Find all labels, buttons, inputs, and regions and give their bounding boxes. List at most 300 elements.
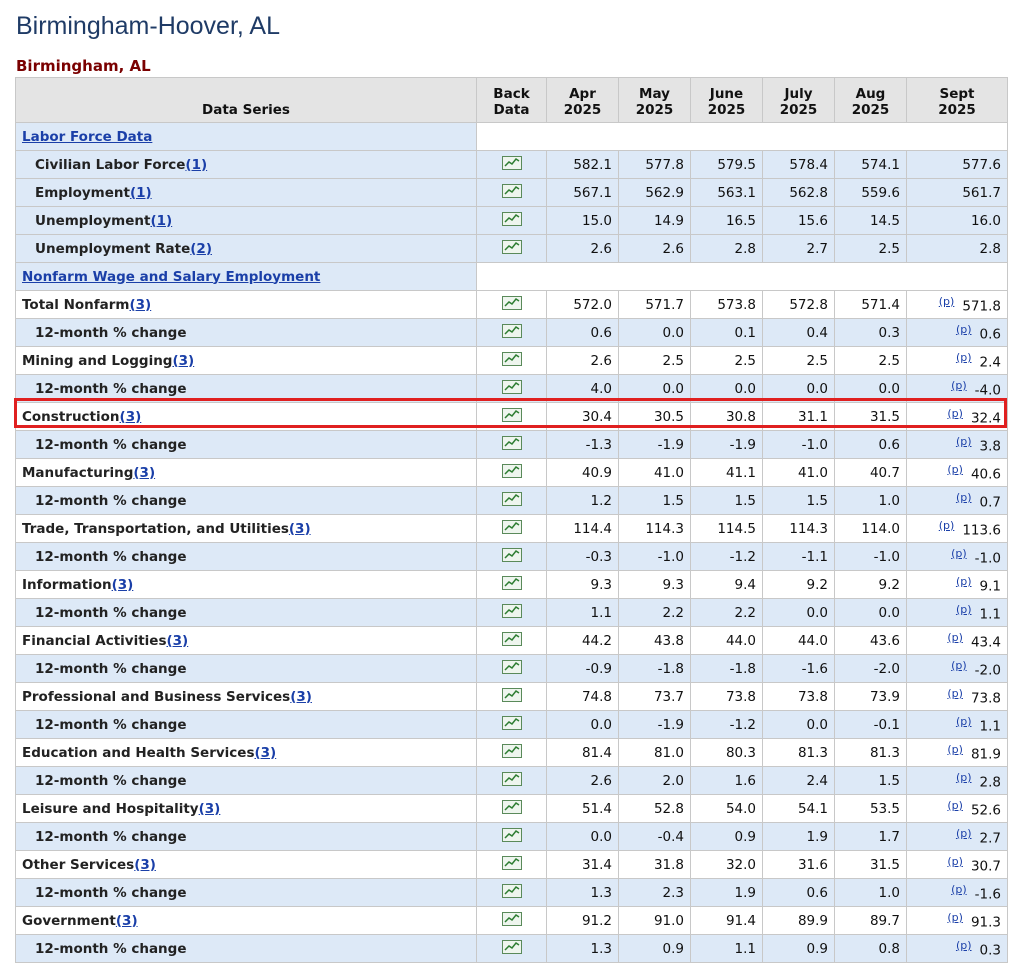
preliminary-marker[interactable]: (p)	[955, 434, 972, 448]
value-cell	[619, 795, 691, 823]
footnote-link[interactable]: (3)	[198, 800, 221, 817]
line-chart-icon[interactable]	[502, 326, 522, 342]
value-text: 2.5	[734, 352, 756, 369]
value-cell	[907, 319, 1008, 347]
value-cell	[619, 767, 691, 795]
preliminary-marker[interactable]: (p)	[947, 910, 963, 924]
value-cell	[691, 739, 763, 767]
value-text: -1.0	[974, 550, 1001, 567]
header-month: Sept 2025	[907, 78, 1008, 123]
line-chart-icon[interactable]	[502, 550, 522, 566]
value-cell	[547, 515, 619, 543]
value-text: 2.5	[806, 352, 828, 369]
line-chart-icon[interactable]	[502, 830, 522, 846]
series-label: Unemployment	[35, 212, 151, 229]
value-cell	[691, 207, 763, 235]
value-text: 43.8	[653, 632, 684, 649]
footnote-link[interactable]: (3)	[111, 576, 134, 593]
line-chart-icon[interactable]	[502, 634, 522, 650]
value-cell	[835, 151, 907, 179]
value-text: 89.9	[797, 912, 828, 929]
preliminary-marker[interactable]: (p)	[938, 518, 955, 532]
table-row	[16, 431, 1008, 459]
value-cell	[619, 655, 691, 683]
series-cell	[16, 767, 477, 795]
value-cell	[547, 543, 619, 571]
value-cell	[907, 207, 1008, 235]
value-cell	[907, 739, 1008, 767]
table-row	[16, 459, 1008, 487]
value-text: -1.9	[729, 436, 756, 453]
value-cell	[691, 319, 763, 347]
value-cell	[547, 235, 619, 263]
value-text: 571.4	[861, 296, 900, 313]
table-row	[16, 543, 1008, 571]
value-cell	[547, 879, 619, 907]
value-cell	[619, 571, 691, 599]
value-cell	[763, 347, 835, 375]
preliminary-marker[interactable]: (p)	[951, 378, 967, 392]
value-cell	[691, 543, 763, 571]
preliminary-marker[interactable]: (p)	[947, 630, 963, 644]
value-cell	[619, 935, 691, 963]
value-text: 0.0	[590, 828, 612, 845]
line-chart-icon[interactable]	[502, 438, 522, 454]
series-cell	[16, 319, 477, 347]
value-text: 2.5	[662, 352, 684, 369]
value-text: 1.3	[590, 884, 612, 901]
table-row	[16, 487, 1008, 515]
value-cell	[907, 655, 1008, 683]
series-label: Total Nonfarm	[22, 296, 130, 313]
value-text: -2.0	[974, 662, 1001, 679]
preliminary-marker[interactable]: (p)	[955, 490, 972, 504]
value-cell	[763, 319, 835, 347]
value-cell	[547, 375, 619, 403]
back-data-cell	[477, 375, 547, 403]
value-cell	[691, 823, 763, 851]
value-text: -1.9	[657, 716, 684, 733]
value-cell	[763, 179, 835, 207]
value-text: 30.7	[970, 858, 1001, 875]
footnote-link[interactable]: (1)	[150, 212, 173, 229]
section-row	[16, 123, 1008, 151]
preliminary-marker[interactable]: (p)	[947, 798, 963, 812]
value-cell	[907, 543, 1008, 571]
value-cell	[619, 627, 691, 655]
value-text: 9.3	[662, 576, 684, 593]
header-month: Aug 2025	[835, 78, 907, 123]
footnote-link[interactable]: (2)	[190, 240, 212, 257]
line-chart-icon[interactable]	[502, 466, 522, 482]
line-chart-icon[interactable]	[502, 942, 522, 958]
value-text: 0.0	[590, 716, 612, 733]
line-chart-icon[interactable]	[502, 886, 522, 902]
value-cell	[619, 375, 691, 403]
line-chart-icon[interactable]	[502, 718, 522, 734]
value-cell	[763, 627, 835, 655]
line-chart-icon[interactable]	[502, 578, 522, 594]
value-text: 2.4	[979, 354, 1001, 371]
series-label: Trade, Transportation, and Utilities	[22, 520, 289, 537]
value-cell	[547, 795, 619, 823]
value-text: 16.0	[970, 212, 1001, 229]
line-chart-icon[interactable]	[502, 746, 522, 762]
value-cell	[763, 879, 835, 907]
value-cell	[547, 179, 619, 207]
footnote-link[interactable]: (3)	[254, 744, 277, 761]
value-cell	[619, 851, 691, 879]
value-text: -1.6	[801, 660, 828, 677]
line-chart-icon[interactable]	[502, 606, 522, 622]
value-cell	[691, 879, 763, 907]
value-cell	[619, 543, 691, 571]
value-cell	[835, 347, 907, 375]
table-row	[16, 739, 1008, 767]
value-cell	[907, 375, 1008, 403]
series-label: Mining and Logging	[22, 352, 173, 369]
value-cell	[835, 739, 907, 767]
back-data-cell	[477, 767, 547, 795]
series-label: Education and Health Services	[22, 744, 255, 761]
preliminary-marker[interactable]: (p)	[951, 546, 967, 560]
value-cell	[835, 543, 907, 571]
footnote-link[interactable]: (3)	[290, 688, 312, 705]
value-cell	[547, 711, 619, 739]
preliminary-marker[interactable]: (p)	[955, 602, 972, 616]
table-row	[16, 347, 1008, 375]
series-label: Leisure and Hospitality	[22, 800, 199, 817]
footnote-link[interactable]: (3)	[166, 632, 189, 649]
value-cell	[907, 459, 1008, 487]
preliminary-marker[interactable]: (p)	[947, 854, 963, 868]
value-text: 0.0	[806, 604, 828, 621]
value-text: 559.6	[861, 184, 900, 201]
table-row	[16, 207, 1008, 235]
value-cell	[547, 655, 619, 683]
line-chart-icon[interactable]	[502, 494, 522, 510]
value-text: 30.4	[581, 408, 612, 425]
value-text: 53.5	[869, 800, 900, 817]
series-label: 12-month % change	[35, 660, 187, 677]
value-text: 44.2	[581, 632, 612, 649]
value-cell	[691, 235, 763, 263]
value-text: 579.5	[717, 156, 756, 173]
preliminary-marker[interactable]: (p)	[951, 658, 967, 672]
value-cell	[835, 179, 907, 207]
footnote-link[interactable]: (3)	[133, 464, 156, 481]
value-cell	[691, 487, 763, 515]
table-row	[16, 235, 1008, 263]
value-text: 2.5	[878, 240, 900, 257]
preliminary-marker[interactable]: (p)	[955, 938, 972, 952]
footnote-link[interactable]: (1)	[185, 156, 208, 173]
value-cell	[907, 935, 1008, 963]
value-cell	[619, 319, 691, 347]
series-label: Other Services	[22, 856, 135, 873]
value-text: 9.2	[878, 576, 900, 593]
value-cell	[547, 151, 619, 179]
value-text: 40.6	[970, 466, 1001, 483]
series-label: 12-month % change	[35, 772, 187, 789]
back-data-cell	[477, 683, 547, 711]
table-row	[16, 879, 1008, 907]
value-cell	[547, 851, 619, 879]
value-text: 1.5	[662, 492, 684, 509]
value-cell	[547, 459, 619, 487]
preliminary-marker[interactable]: (p)	[955, 574, 972, 588]
value-text: 578.4	[789, 156, 828, 173]
value-text: 40.9	[581, 464, 612, 481]
value-text: 73.7	[653, 688, 684, 705]
line-chart-icon[interactable]	[502, 354, 522, 370]
value-text: -0.4	[657, 828, 684, 845]
series-cell	[16, 711, 477, 739]
value-cell	[547, 599, 619, 627]
footnote-link[interactable]: (3)	[172, 352, 195, 369]
value-text: 30.8	[725, 408, 756, 425]
table-row	[16, 179, 1008, 207]
value-text: 31.5	[869, 856, 900, 873]
back-data-cell	[477, 851, 547, 879]
line-chart-icon[interactable]	[502, 382, 522, 398]
back-data-cell	[477, 711, 547, 739]
footnote-link[interactable]: (3)	[119, 408, 142, 425]
back-data-cell	[477, 319, 547, 347]
table-row	[16, 375, 1008, 403]
preliminary-marker[interactable]: (p)	[955, 714, 972, 728]
value-text: 91.3	[970, 914, 1001, 931]
value-cell	[619, 459, 691, 487]
line-chart-icon[interactable]	[502, 774, 522, 790]
value-cell	[691, 711, 763, 739]
value-cell	[835, 431, 907, 459]
area-title: Birmingham, AL	[16, 57, 151, 75]
value-cell	[547, 767, 619, 795]
value-text: 2.2	[662, 604, 684, 621]
value-cell	[619, 823, 691, 851]
value-cell	[691, 179, 763, 207]
value-text: 1.1	[734, 940, 756, 957]
value-cell	[907, 711, 1008, 739]
footnote-link[interactable]: (3)	[288, 520, 311, 537]
value-cell	[835, 907, 907, 935]
footnote-link[interactable]: (3)	[115, 912, 138, 929]
preliminary-marker[interactable]: (p)	[951, 882, 967, 896]
value-text: 73.8	[725, 688, 756, 705]
section-blank	[477, 123, 1008, 151]
table-row	[16, 627, 1008, 655]
series-cell	[16, 907, 477, 935]
section-row	[16, 263, 1008, 291]
table-row	[16, 823, 1008, 851]
value-cell	[547, 935, 619, 963]
preliminary-marker[interactable]: (p)	[947, 686, 963, 700]
value-text: 91.0	[653, 912, 684, 929]
value-cell	[907, 487, 1008, 515]
back-data-cell	[477, 543, 547, 571]
value-text: 0.6	[590, 324, 612, 341]
header-row	[16, 78, 1008, 123]
line-chart-icon[interactable]	[502, 858, 522, 874]
preliminary-marker[interactable]: (p)	[938, 294, 955, 308]
series-cell	[16, 627, 477, 655]
value-text: 577.6	[962, 156, 1001, 173]
line-chart-icon[interactable]	[502, 298, 522, 314]
value-cell	[907, 767, 1008, 795]
value-text: -1.1	[801, 548, 828, 565]
value-cell	[835, 487, 907, 515]
value-text: -0.9	[585, 660, 612, 677]
value-cell	[907, 571, 1008, 599]
series-cell	[16, 851, 477, 879]
back-data-cell	[477, 935, 547, 963]
header-month: Apr 2025	[547, 78, 619, 123]
preliminary-marker[interactable]: (p)	[947, 462, 963, 476]
section-link[interactable]: Nonfarm Wage and Salary Employment	[22, 268, 321, 285]
value-text: 0.7	[979, 494, 1001, 511]
back-data-cell	[477, 487, 547, 515]
value-cell	[835, 767, 907, 795]
series-cell	[16, 235, 477, 263]
value-cell	[547, 907, 619, 935]
preliminary-marker[interactable]: (p)	[955, 826, 972, 840]
series-cell	[16, 823, 477, 851]
value-text: 567.1	[573, 184, 612, 201]
back-data-cell	[477, 627, 547, 655]
preliminary-marker[interactable]: (p)	[955, 350, 972, 364]
value-cell	[835, 823, 907, 851]
page-title: Birmingham-Hoover, AL	[16, 12, 281, 40]
footnote-link[interactable]: (3)	[129, 296, 152, 313]
value-cell	[835, 935, 907, 963]
line-chart-icon[interactable]	[502, 158, 522, 174]
table-row	[16, 319, 1008, 347]
section-link[interactable]: Labor Force Data	[22, 128, 153, 145]
value-cell	[547, 627, 619, 655]
value-cell	[763, 655, 835, 683]
value-text: 1.7	[878, 828, 900, 845]
series-label: 12-month % change	[35, 380, 187, 397]
value-text: 54.1	[797, 800, 828, 817]
series-label: 12-month % change	[35, 324, 187, 341]
value-text: 14.9	[653, 212, 684, 229]
value-text: 73.9	[869, 688, 900, 705]
value-text: 31.4	[581, 856, 612, 873]
value-cell	[907, 599, 1008, 627]
value-cell	[835, 207, 907, 235]
value-text: 572.8	[789, 296, 828, 313]
section-cell	[16, 123, 477, 151]
value-text: 1.5	[806, 492, 828, 509]
value-cell	[835, 599, 907, 627]
value-cell	[763, 767, 835, 795]
series-label: Information	[22, 576, 112, 593]
line-chart-icon[interactable]	[502, 522, 522, 538]
back-data-cell	[477, 823, 547, 851]
value-text: 91.4	[725, 912, 756, 929]
back-data-cell	[477, 291, 547, 319]
value-text: 2.0	[662, 772, 684, 789]
series-cell	[16, 543, 477, 571]
value-cell	[691, 599, 763, 627]
line-chart-icon[interactable]	[502, 802, 522, 818]
footnote-link[interactable]: (3)	[134, 856, 156, 873]
line-chart-icon[interactable]	[502, 242, 522, 258]
table-row	[16, 711, 1008, 739]
series-cell	[16, 347, 477, 375]
table-row	[16, 767, 1008, 795]
preliminary-marker[interactable]: (p)	[947, 742, 963, 756]
value-text: 574.1	[861, 156, 900, 173]
table-row	[16, 795, 1008, 823]
line-chart-icon[interactable]	[502, 690, 522, 706]
value-text: 9.4	[734, 576, 756, 593]
value-cell	[619, 151, 691, 179]
value-text: 2.6	[590, 772, 612, 789]
series-label: 12-month % change	[35, 940, 187, 957]
series-cell	[16, 515, 477, 543]
line-chart-icon[interactable]	[502, 662, 522, 678]
footnote-link[interactable]: (1)	[129, 184, 152, 201]
line-chart-icon[interactable]	[502, 186, 522, 202]
back-data-cell	[477, 655, 547, 683]
series-cell	[16, 403, 477, 431]
value-text: 572.0	[573, 296, 612, 313]
value-text: 0.9	[806, 940, 828, 957]
value-text: 80.3	[725, 744, 756, 761]
value-cell	[763, 823, 835, 851]
series-cell	[16, 599, 477, 627]
line-chart-icon[interactable]	[502, 214, 522, 230]
table-row	[16, 907, 1008, 935]
value-cell	[691, 655, 763, 683]
value-text: 2.7	[979, 830, 1001, 847]
value-text: 91.2	[581, 912, 612, 929]
header-back-data: Back Data	[477, 78, 547, 123]
value-text: 40.7	[869, 464, 900, 481]
value-cell	[835, 655, 907, 683]
value-cell	[547, 487, 619, 515]
value-text: -0.1	[873, 716, 900, 733]
line-chart-icon[interactable]	[502, 914, 522, 930]
back-data-cell	[477, 459, 547, 487]
series-cell	[16, 795, 477, 823]
value-text: 52.6	[970, 802, 1001, 819]
value-cell	[907, 851, 1008, 879]
value-text: 1.6	[734, 772, 756, 789]
value-text: 81.3	[869, 744, 900, 761]
preliminary-marker[interactable]: (p)	[947, 406, 963, 420]
value-cell	[763, 907, 835, 935]
value-text: 0.6	[979, 326, 1001, 343]
value-cell	[763, 487, 835, 515]
line-chart-icon[interactable]	[502, 410, 522, 426]
value-cell	[907, 515, 1008, 543]
value-cell	[907, 795, 1008, 823]
value-text: -1.9	[657, 436, 684, 453]
table-row	[16, 655, 1008, 683]
value-cell	[907, 907, 1008, 935]
value-cell	[835, 571, 907, 599]
value-cell	[691, 375, 763, 403]
value-cell	[763, 151, 835, 179]
table-row	[16, 571, 1008, 599]
value-text: 0.0	[806, 716, 828, 733]
preliminary-marker[interactable]: (p)	[955, 322, 972, 336]
preliminary-marker[interactable]: (p)	[955, 770, 972, 784]
value-cell	[547, 207, 619, 235]
